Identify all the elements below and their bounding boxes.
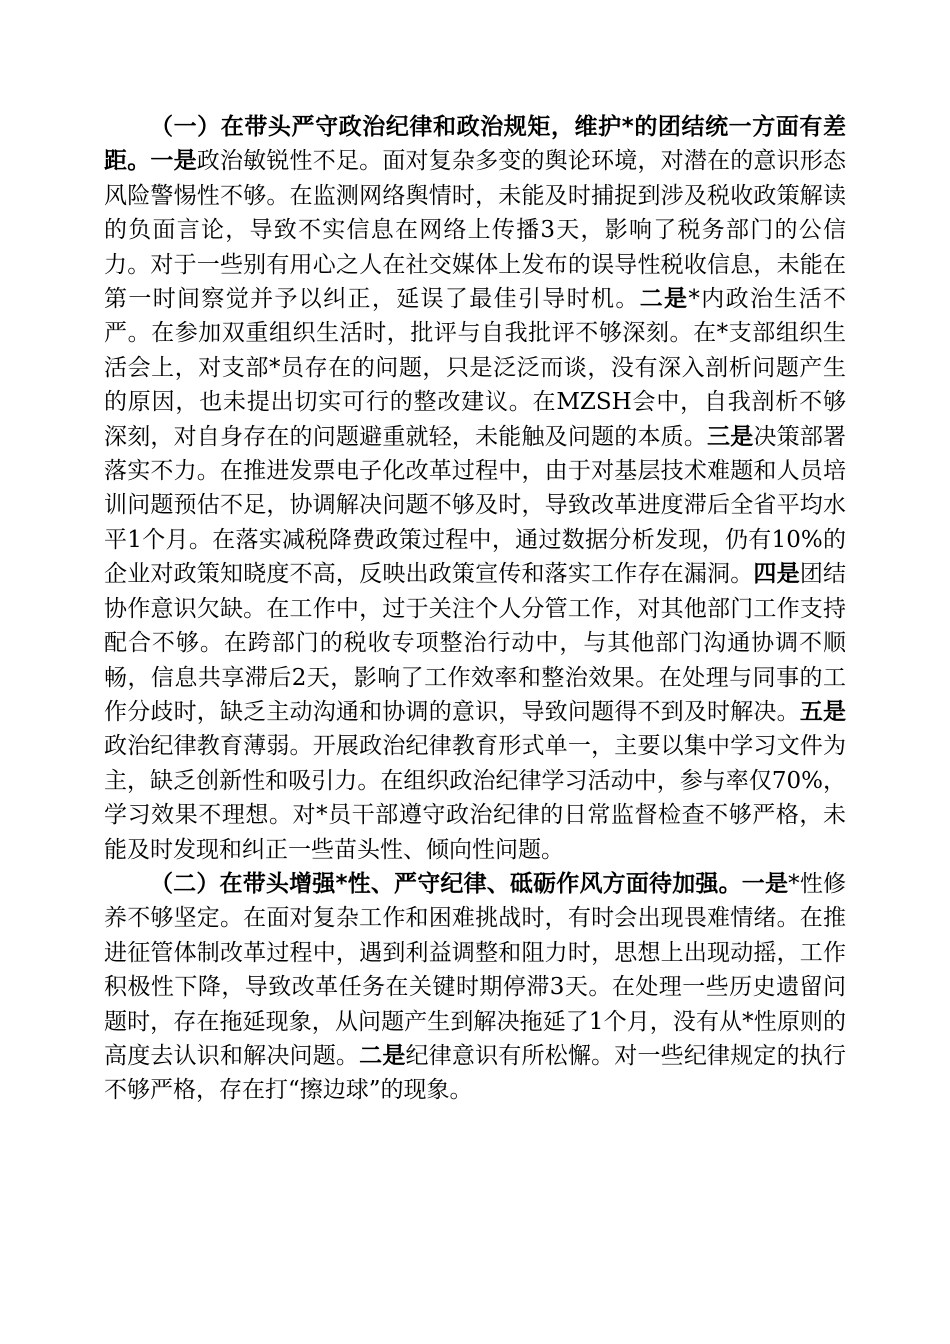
item-marker-2-1: 一是 — [741, 870, 789, 897]
item-text-5: 政治纪律教育薄弱。开展政治纪律教育形式单一，主要以集中学习文件为主，缺乏创新性和吸引力。在组织政治纪律学习活动中，参与率仅70%，学习效果不理想。对*员干部遵守政治纪律的日常监督检查不够严格，未能及时发现和纠正一些苗头性、倾向性问题。 — [104, 733, 846, 863]
document-page — [104, 110, 846, 1108]
item-marker-2-2: 二是 — [359, 1042, 406, 1069]
item-text-1: 政治敏锐性不足。面对复杂多变的舆论环境，对潜在的意识形态风险警惕性不够。在监测网络舆情时，未能及时捕捉到涉及税收政策解读的负面言论，导致不实信息在网络上传播3天，影响了税务部门的公信力。对于一些别有用心之人在社交媒体上发布的误导性税收信息，未能在第一时间察觉并予以纠正，延误了最佳引导时机。 — [104, 148, 847, 313]
section-heading-2: （二）在带头增强*性、严守纪律、砥砺作风方面待加强。 — [150, 870, 742, 897]
section-heading-1: （一）在带头严守政治纪律和政治规矩，维护*的团结统一方面有差距。 — [104, 114, 846, 175]
item-text-2-2: 纪律意识有所松懈。对一些纪律规定的执行不够严格，存在打“擦边球”的现象。 — [104, 1042, 847, 1104]
item-marker-5: 五是 — [799, 698, 847, 725]
item-marker-4: 四是 — [753, 561, 800, 588]
item-marker-1: 一是 — [150, 148, 197, 175]
item-text-4: 团结协作意识欠缺。在工作中，过于关注个人分管工作，对其他部门工作支持配合不够。在跨部门的税收专项整治行动中，与其他部门沟通协调不顺畅，信息共享滞后2天，影响了工作效率和整治效果。在处理与同事的工作分歧时，缺乏主动沟通和协调的意识，导致问题得不到及时解决。 — [104, 561, 847, 725]
item-text-2: *内政治生活不严。在参加双重组织生活时，批评与自我批评不够深刻。在*支部组织生活会上，对支部*员存在的问题，只是泛泛而谈，没有深入剖析问题产生的原因，也未提出切实可行的整改建议。在MZSH会中，自我剖析不够深刻，对自身存在的问题避重就轻，未能触及问题的本质。 — [104, 286, 847, 450]
item-text-3: 决策部署落实不力。在推进发票电子化改革过程中，由于对基层技术难题和人员培训问题预估不足，协调解决问题不够及时，导致改革进度滞后全省平均水平1个月。在落实减税降费政策过程中，通过数据分析发现，仍有10%的企业对政策知晓度不高，反映出政策宣传和落实工作存在漏洞。 — [104, 423, 847, 588]
paragraph-2 — [104, 867, 846, 1108]
item-marker-3: 三是 — [707, 423, 754, 450]
item-marker-2: 二是 — [639, 286, 689, 313]
paragraph-1 — [104, 110, 846, 867]
item-text-2-1: *性修养不够坚定。在面对复杂工作和困难挑战时，有时会出现畏难情绪。在推进征管体制改革过程中，遇到利益调整和阻力时，思想上出现动摇，工作积极性下降，导致改革任务在关键时期停滞3天。在处理一些历史遗留问题时，存在拖延现象，从问题产生到解决拖延了1个月，没有从*性原则的高度去认识和解决问题。 — [104, 870, 847, 1069]
